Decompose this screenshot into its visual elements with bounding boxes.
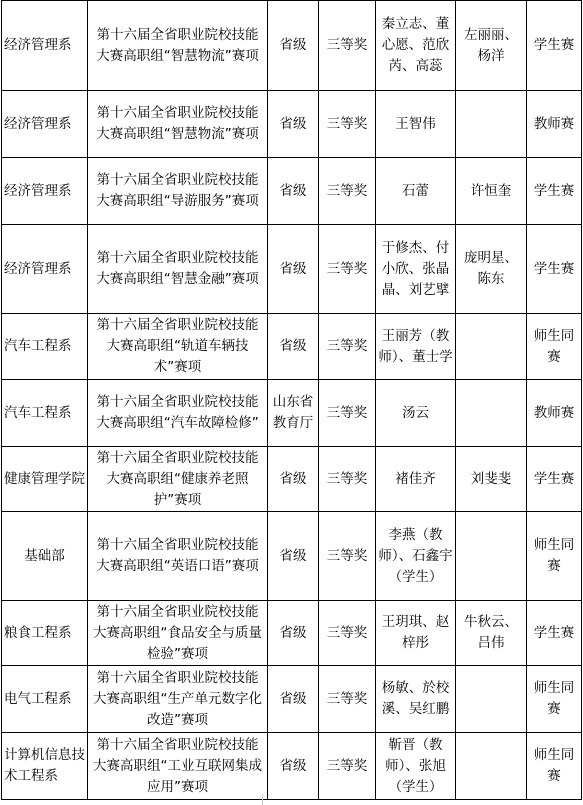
level-cell: 省级	[268, 512, 319, 601]
table-row	[2, 158, 582, 225]
level-cell: 省级	[268, 225, 319, 314]
prize-cell: 三等奖	[319, 733, 376, 800]
type-cell: 学生赛	[527, 447, 582, 512]
dept-cell: 健康管理学院	[2, 447, 88, 512]
dept-cell: 电气工程系	[2, 666, 88, 733]
level-cell: 省级	[268, 91, 319, 158]
coach-cell: 庞明星、陈东	[456, 225, 527, 314]
winner-cell: 王智伟	[376, 91, 456, 158]
page-edge-mark	[262, 794, 263, 805]
table-row	[2, 380, 582, 447]
winner-cell: 褚佳齐	[376, 447, 456, 512]
winner-cell: 杨敏、於校溪、吴红鹏	[376, 666, 456, 733]
type-cell: 教师赛	[527, 380, 582, 447]
dept-cell: 汽车工程系	[2, 380, 88, 447]
coach-cell	[456, 91, 527, 158]
dept-cell: 经济管理系	[2, 91, 88, 158]
dept-cell: 经济管理系	[2, 1, 88, 91]
awards-table	[1, 0, 582, 800]
event-cell: 第十六届全省职业院校技能大赛高职组“导游服务”赛项	[88, 158, 268, 225]
dept-cell: 经济管理系	[2, 158, 88, 225]
table-row	[2, 1, 582, 91]
table-row	[2, 601, 582, 666]
coach-cell	[456, 512, 527, 601]
winner-cell: 王玥琪、赵梓彤	[376, 601, 456, 666]
winner-cell: 石蕾	[376, 158, 456, 225]
prize-cell: 三等奖	[319, 447, 376, 512]
prize-cell: 三等奖	[319, 380, 376, 447]
winner-cell: 秦立志、董心愿、范欣芮、高蕊	[376, 1, 456, 91]
prize-cell: 三等奖	[319, 1, 376, 91]
table-row	[2, 666, 582, 733]
event-cell: 第十六届全省职业院校技能大赛高职组“食品安全与质量检验”赛项	[88, 601, 268, 666]
level-cell: 省级	[268, 733, 319, 800]
table-row	[2, 512, 582, 601]
event-cell: 第十六届全省职业院校技能大赛高职组“智慧物流”赛项	[88, 1, 268, 91]
winner-cell: 靳晋（教师）、张旭（学生）	[376, 733, 456, 800]
type-cell: 师生同赛	[527, 512, 582, 601]
event-cell: 第十六届全省职业院校技能大赛高职组“工业互联网集成应用”赛项	[88, 733, 268, 800]
type-cell: 师生同赛	[527, 733, 582, 800]
winner-cell: 王丽芳（教师）、董士学	[376, 314, 456, 380]
level-cell: 省级	[268, 447, 319, 512]
prize-cell: 三等奖	[319, 512, 376, 601]
prize-cell: 三等奖	[319, 601, 376, 666]
level-cell: 省级	[268, 1, 319, 91]
prize-cell: 三等奖	[319, 314, 376, 380]
level-cell: 省级	[268, 314, 319, 380]
prize-cell: 三等奖	[319, 666, 376, 733]
dept-cell: 粮食工程系	[2, 601, 88, 666]
table-row	[2, 91, 582, 158]
table-row	[2, 733, 582, 800]
dept-cell: 基础部	[2, 512, 88, 601]
event-cell: 第十六届全省职业院校技能大赛高职组“智慧物流”赛项	[88, 91, 268, 158]
prize-cell: 三等奖	[319, 91, 376, 158]
coach-cell	[456, 666, 527, 733]
type-cell: 师生同赛	[527, 666, 582, 733]
event-cell: 第十六届全省职业院校技能大赛高职组“轨道车辆技术”赛项	[88, 314, 268, 380]
coach-cell: 刘斐斐	[456, 447, 527, 512]
event-cell: 第十六届全省职业院校技能大赛高职组“智慧金融”赛项	[88, 225, 268, 314]
table-row	[2, 447, 582, 512]
dept-cell: 汽车工程系	[2, 314, 88, 380]
winner-cell: 李燕（教师）、石鑫宇（学生）	[376, 512, 456, 601]
winner-cell: 汤云	[376, 380, 456, 447]
prize-cell: 三等奖	[319, 158, 376, 225]
type-cell: 学生赛	[527, 225, 582, 314]
prize-cell: 三等奖	[319, 225, 376, 314]
table-row	[2, 314, 582, 380]
coach-cell: 左丽丽、杨洋	[456, 1, 527, 91]
coach-cell: 牛秋云、吕伟	[456, 601, 527, 666]
level-cell: 省级	[268, 601, 319, 666]
event-cell: 第十六届全省职业院校技能大赛高职组“汽车故障检修”	[88, 380, 268, 447]
event-cell: 第十六届全省职业院校技能大赛高职组“英语口语”赛项	[88, 512, 268, 601]
dept-cell: 经济管理系	[2, 225, 88, 314]
type-cell: 教师赛	[527, 91, 582, 158]
type-cell: 学生赛	[527, 601, 582, 666]
type-cell: 师生同赛	[527, 314, 582, 380]
table-row	[2, 225, 582, 314]
level-cell: 省级	[268, 158, 319, 225]
event-cell: 第十六届全省职业院校技能大赛高职组“生产单元数字化改造”赛项	[88, 666, 268, 733]
dept-cell: 计算机信息技术工程系	[2, 733, 88, 800]
type-cell: 学生赛	[527, 1, 582, 91]
winner-cell: 于修杰、付小欣、张晶晶、刘艺擘	[376, 225, 456, 314]
level-cell: 省级	[268, 666, 319, 733]
coach-cell	[456, 314, 527, 380]
event-cell: 第十六届全省职业院校技能大赛高职组“健康养老照护”赛项	[88, 447, 268, 512]
type-cell: 学生赛	[527, 158, 582, 225]
coach-cell	[456, 380, 527, 447]
level-cell: 山东省教育厅	[268, 380, 319, 447]
coach-cell: 许恒奎	[456, 158, 527, 225]
coach-cell	[456, 733, 527, 800]
